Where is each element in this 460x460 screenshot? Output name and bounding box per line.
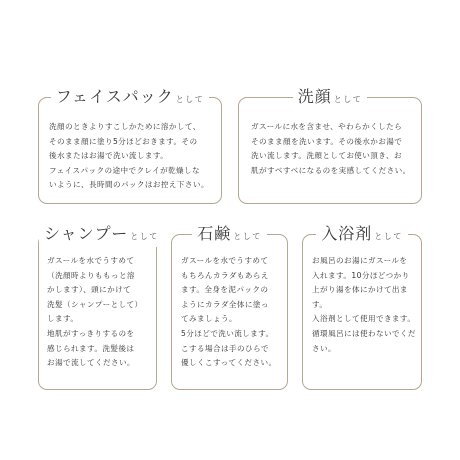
card-title-suffix: として <box>175 95 205 104</box>
description-line: 肌がすべすべになるのを実感してください。 <box>251 165 411 175</box>
description-line: 5分ほどで洗い流します。 <box>181 328 274 338</box>
description-line: ようにカラダ全体に塗っ <box>181 299 269 309</box>
description-line: 後水またはお湯で洗い流します。 <box>49 151 169 161</box>
description-line: かします）、頭にかけて <box>47 285 132 295</box>
description-line: す。 <box>312 299 328 309</box>
card-title-main: フェイスパック <box>55 87 174 106</box>
card-description <box>47 254 143 371</box>
soap-card <box>171 224 288 390</box>
description-line: そのまま顔を洗います。その後水かお湯で <box>251 136 403 146</box>
card-title-main: 石鹸 <box>197 224 232 243</box>
description-line: します。 <box>47 314 79 324</box>
description-line: お風呂のお湯にガスールを <box>312 256 408 265</box>
description-line: 優しくこすってください。 <box>181 358 277 368</box>
description-line: 洗髪（シャンプーとして） <box>47 299 143 309</box>
description-line: さい。 <box>312 343 336 353</box>
card-description <box>49 120 209 193</box>
card-description <box>312 254 416 356</box>
description-line: 洗顔のときよりすこしかために溶かして、 <box>49 122 201 131</box>
description-line: こする場合は手のひらで <box>181 343 269 353</box>
description-line: 洗い流します。洗顔としてお使い頂き、お <box>251 151 402 161</box>
shampoo-card <box>38 224 159 390</box>
description-line: フェイスパックの途中でクレイが乾燥しな <box>49 165 201 175</box>
description-line: 入浴剤として使用できます。 <box>312 314 416 324</box>
card-title-suffix: として <box>333 95 363 104</box>
description-line: （洗顔時よりももっと溶 <box>47 270 135 280</box>
description-line: 入れます。10分ほどつかり <box>312 270 410 280</box>
description-line: お湯で流してください。 <box>47 358 135 368</box>
card-title <box>39 87 221 110</box>
description-line: ガスールに水を含ませ、やわらかくしたら <box>251 122 403 131</box>
facewash-card <box>238 87 422 204</box>
description-line: いように、長時間のパックはお控え下さい。 <box>49 180 209 190</box>
description-line: ます。全身を泥パックの <box>181 285 269 295</box>
card-title <box>303 224 421 247</box>
description-line: もちろんカラダもあらえ <box>181 270 269 280</box>
card-title <box>239 87 421 110</box>
card-title <box>172 224 287 247</box>
card-title-suffix: として <box>130 232 159 241</box>
description-line: ガスールを水でうすめて <box>47 256 135 265</box>
card-title-suffix: として <box>233 232 262 241</box>
card-title-suffix: として <box>374 232 403 241</box>
card-title-main: 入浴剤 <box>321 224 373 243</box>
description-line: そのまま顔に塗り5分ほどおきます。その <box>49 136 198 146</box>
description-line: 上がり湯を体にかけて出ま <box>312 285 408 295</box>
card-description <box>181 254 276 371</box>
facepack-card <box>38 87 222 204</box>
bath-card <box>302 224 422 390</box>
description-line: ガスールを水でうすめて <box>181 256 269 265</box>
description-line: 地肌がすっきりするのを <box>47 328 135 338</box>
card-title-main: 洗顔 <box>297 87 332 106</box>
description-line: 循環風呂には使わないでくだ <box>312 328 416 338</box>
card-title <box>39 224 159 247</box>
card-title-main: シャンプー <box>44 224 129 243</box>
card-description <box>251 120 411 178</box>
description-line: てみましょう。 <box>181 314 237 324</box>
description-line: 感じられます。洗髪後は <box>47 343 135 353</box>
